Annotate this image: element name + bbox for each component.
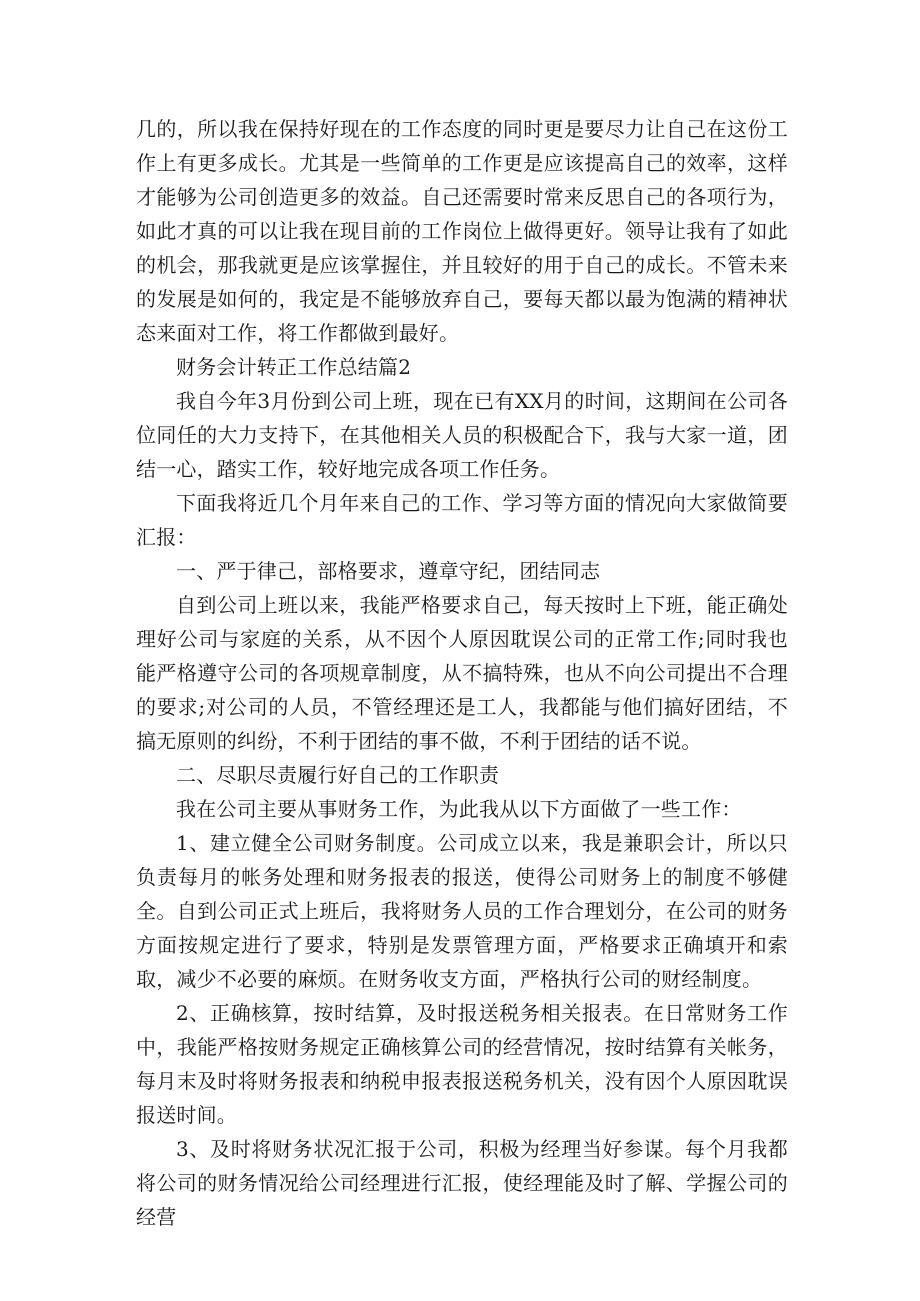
paragraph-item-3: 3、及时将财务状况汇报于公司，积极为经理当好参谋。每个月我都将公司的财务情况给公司经理进行汇报，使经理能及时了解、学握公司的经营 — [136, 1137, 788, 1229]
paragraph-discipline: 自到公司上班以来，我能严格要求自己，每天按时上下班，能正确处理好公司与家庭的关系，从不因个人原因耽误公司的正常工作;同时我也能严格遵守公司的各项规章制度，从不搞特殊，也从不向公司提出不合理的要求;对公司的人员，不管经理还是工人，我都能与他们搞好团结，不搞无原则的纠纷，不利于团结的事不做，不利于团结的话不说。 — [136, 593, 788, 753]
subheading-discipline: 一、严于律己，部格要求，遵章守纪，团结同志 — [176, 559, 601, 583]
paragraph-item-2: 2、正确核算，按时结算，及时报送税务相关报表。在日常财务工作中，我能严格按财务规定正确核算公司的经营情况，按时结算有关帐务，每月末及时将财务报表和纳税申报表报送税务机关，没有因个人原因耽误报送时间。 — [136, 1001, 788, 1127]
paragraph-intro: 我自今年3月份到公司上班，现在已有XX月的时间，这期间在公司各位同任的大力支持下，在其他相关人员的积极配合下，我与大家一道，团结一心，踏实工作，较好地完成各项工作任务。 — [136, 389, 788, 481]
section-title: 财务会计转正工作总结篇2 — [176, 355, 412, 379]
subheading-duties: 二、尽职尽责履行好自己的工作职责 — [176, 763, 500, 787]
paragraph-continuation: 几的，所以我在保持好现在的工作态度的同时更是要尽力让自己在这份工作上有更多成长。尤其是一些简单的工作更是应该提高自己的效率，这样才能够为公司创造更多的效益。自己还需要时常来反思自己的各项行为，如此才真的可以让我在现目前的工作岗位上做得更好。领导让我有了如此的机会，那我就更是应该掌握住，并且较好的用于自己的成长。不管未来的发展是如何的，我定是不能够放弃自己，要每天都以最为饱满的精神状态来面对工作，将工作都做到最好。 — [136, 117, 788, 345]
paragraph-duties-lead: 我在公司主要从事财务工作，为此我从以下方面做了一些工作： — [176, 797, 742, 821]
document-body — [136, 112, 788, 1234]
paragraph-item-1: 1、建立健全公司财务制度。公司成立以来，我是兼职会计，所以只负责每月的帐务处理和财务报表的报送，使得公司财务上的制度不够健全。自到公司正式上班后，我将财务人员的工作合理划分，在公司的财务方面按规定进行了要求，特别是发票管理方面，严格要求正确填开和索取，减少不必要的麻烦。在财务收支方面，严格执行公司的财经制度。 — [136, 831, 788, 991]
paragraph-report-lead: 下面我将近几个月年来自己的工作、学习等方面的情况向大家做简要汇报： — [136, 491, 788, 549]
